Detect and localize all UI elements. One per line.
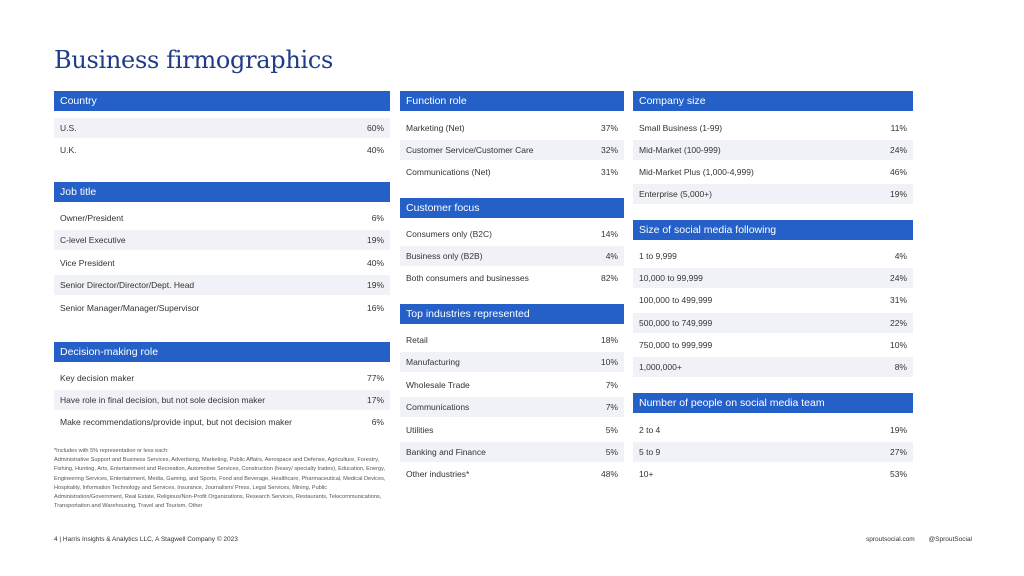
row-value: 19% — [366, 235, 384, 245]
table-row — [400, 464, 624, 484]
table-row — [400, 162, 624, 182]
footer-site-link[interactable]: sproutsocial.com — [865, 536, 915, 543]
table-row — [54, 275, 390, 295]
table-row — [633, 290, 913, 310]
row-value: 77% — [366, 373, 384, 383]
row-value: 19% — [366, 280, 384, 290]
row-label: 750,000 to 999,999 — [639, 340, 713, 350]
row-value: 6% — [371, 417, 384, 427]
row-value: 7% — [605, 380, 618, 390]
row-value: 22% — [889, 318, 907, 328]
table-row — [54, 140, 390, 160]
table-row — [400, 442, 624, 462]
row-label: Manufacturing — [406, 357, 460, 367]
table-row — [400, 330, 624, 350]
row-label: Have role in final decision, but not sole decision maker — [60, 395, 266, 405]
row-value: 40% — [366, 258, 384, 268]
row-label: Communications — [406, 402, 470, 412]
table-row — [633, 442, 913, 462]
table-row — [54, 298, 390, 318]
row-label: C-level Executive — [60, 235, 126, 245]
row-value: 8% — [894, 362, 907, 372]
row-label: Business only (B2B) — [406, 251, 483, 261]
row-value: 5% — [605, 447, 618, 457]
row-value: 10% — [600, 357, 618, 367]
table-row — [54, 230, 390, 250]
table-row — [633, 357, 913, 377]
footer-links — [854, 536, 972, 543]
row-label: Communications (Net) — [406, 167, 491, 177]
row-value: 7% — [605, 402, 618, 412]
row-value: 5% — [605, 425, 618, 435]
table-row — [54, 118, 390, 138]
row-label: Mid-Market (100-999) — [639, 145, 721, 155]
row-label: 1 to 9,999 — [639, 251, 677, 261]
row-value: 24% — [889, 273, 907, 283]
row-value: 16% — [366, 303, 384, 313]
row-value: 48% — [600, 469, 618, 479]
table-row — [633, 313, 913, 333]
row-value: 53% — [889, 469, 907, 479]
column-left — [54, 91, 390, 441]
row-value: 10% — [889, 340, 907, 350]
row-label: 10,000 to 99,999 — [639, 273, 703, 283]
row-label: Both consumers and businesses — [406, 273, 529, 283]
table-row — [633, 268, 913, 288]
row-value: 14% — [600, 229, 618, 239]
table-row — [633, 184, 913, 204]
row-value: 31% — [889, 295, 907, 305]
row-value: 24% — [889, 145, 907, 155]
table-row — [400, 375, 624, 395]
row-value: 82% — [600, 273, 618, 283]
table-row — [633, 335, 913, 355]
row-value: 17% — [366, 395, 384, 405]
industries-footnote — [54, 447, 390, 511]
row-label: Owner/President — [60, 213, 124, 223]
table-row — [400, 397, 624, 417]
row-label: Vice President — [60, 258, 115, 268]
social-following-header: Size of social media following — [633, 220, 913, 240]
row-label: 1,000,000+ — [639, 362, 682, 372]
row-value: 27% — [889, 447, 907, 457]
row-value: 19% — [889, 189, 907, 199]
row-value: 60% — [366, 123, 384, 133]
footer-credit: 4 | Harris Insights & Analytics LLC, A Stagwell Company © 2023 — [54, 536, 238, 543]
table-row — [400, 118, 624, 138]
table-row — [400, 420, 624, 440]
table-row — [400, 352, 624, 372]
table-row — [633, 420, 913, 440]
row-value: 11% — [890, 123, 907, 133]
row-label: Consumers only (B2C) — [406, 229, 492, 239]
row-label: Banking and Finance — [406, 447, 486, 457]
table-row — [633, 464, 913, 484]
row-label: 2 to 4 — [639, 425, 661, 435]
table-row — [400, 224, 624, 244]
row-label: Senior Manager/Manager/Supervisor — [60, 303, 200, 313]
row-label: Wholesale Trade — [406, 380, 470, 390]
table-row — [400, 140, 624, 160]
top-industries-header: Top industries represented — [400, 304, 624, 324]
row-label: 500,000 to 749,999 — [639, 318, 713, 328]
table-row — [633, 118, 913, 138]
job-title-header: Job title — [54, 182, 390, 202]
row-value: 31% — [600, 167, 618, 177]
table-row — [54, 208, 390, 228]
row-value: 18% — [600, 335, 618, 345]
column-right — [633, 91, 913, 491]
row-label: Enterprise (5,000+) — [639, 189, 712, 199]
table-row — [54, 412, 390, 432]
customer-focus-header: Customer focus — [400, 198, 624, 218]
column-middle — [400, 91, 624, 491]
row-label: Marketing (Net) — [406, 123, 465, 133]
row-value: 4% — [894, 251, 907, 261]
row-label: U.S. — [60, 123, 77, 133]
page-title: Business firmographics — [54, 46, 334, 74]
table-row — [400, 246, 624, 266]
footnote-list: Administrative Support and Business Services, Advertising, Marketing, Public Affairs, Aerospace and Defense, Agriculture, Forestry, Fishing, Hunting, Arts, Entertainment and Recreation, Automotive Services, Construction (heavy/ specialty trades), Education, Energy, Engineering Services, Entertainment, Media, Gaming, and Sports, Food and Beverage, Healthcare, Pharmaceutical, Medical Devices, Hospitality, Information Technology and Services, Insurance, Journalism/ Press, Legal Services, Mining, Public Administration/Government, Real Estate, Religious/Non-Profit Organizations, Research Services, Restaurants, Telecommunications, Transportation and Warehousing, Travel and Tourism, Other — [54, 457, 386, 510]
company-size-header: Company size — [633, 91, 913, 111]
row-value: 46% — [889, 167, 907, 177]
function-role-header: Function role — [400, 91, 624, 111]
table-row — [400, 268, 624, 288]
table-row — [633, 246, 913, 266]
row-label: Make recommendations/provide input, but not decision maker — [60, 417, 292, 427]
row-label: Retail — [406, 335, 428, 345]
footer-handle-link[interactable]: @SproutSocial — [928, 536, 972, 543]
table-row — [633, 162, 913, 182]
row-label: U.K. — [60, 145, 77, 155]
row-label: Small Business (1-99) — [639, 123, 723, 133]
row-label: Key decision maker — [60, 373, 135, 383]
table-row — [633, 140, 913, 160]
row-label: Senior Director/Director/Dept. Head — [60, 280, 195, 290]
row-label: Customer Service/Customer Care — [406, 145, 534, 155]
row-label: Other industries* — [406, 469, 470, 479]
row-label: Mid-Market Plus (1,000-4,999) — [639, 167, 754, 177]
row-value: 4% — [605, 251, 618, 261]
row-label: 5 to 9 — [639, 447, 661, 457]
row-label: 100,000 to 499,999 — [639, 295, 713, 305]
row-value: 40% — [366, 145, 384, 155]
table-row — [54, 253, 390, 273]
decision-role-header: Decision-making role — [54, 342, 390, 362]
row-value: 19% — [889, 425, 907, 435]
social-team-header: Number of people on social media team — [633, 393, 913, 413]
row-value: 32% — [600, 145, 618, 155]
table-row — [54, 368, 390, 388]
row-label: Utilities — [406, 425, 434, 435]
table-row — [54, 390, 390, 410]
row-value: 6% — [371, 213, 384, 223]
footnote-intro: *Includes with 5% representation or less each: — [54, 448, 169, 454]
row-label: 10+ — [639, 469, 654, 479]
country-header: Country — [54, 91, 390, 111]
row-value: 37% — [600, 123, 618, 133]
